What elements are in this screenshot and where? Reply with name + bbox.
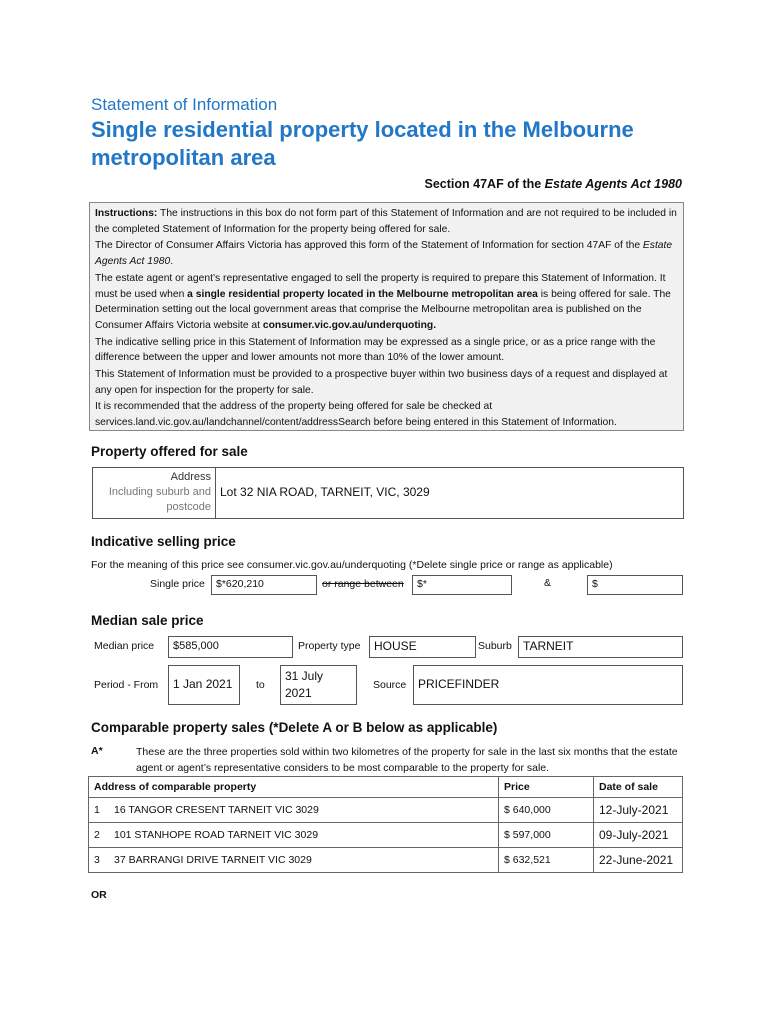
median-heading: Median sale price — [91, 613, 204, 628]
period-to-label: to — [256, 679, 265, 691]
suburb-field[interactable]: TARNEIT — [518, 636, 683, 658]
instructions-p3-bold: a single residential property located in the Melbourne metropolitan area — [187, 288, 538, 300]
col-date-header: Date of sale — [594, 777, 683, 798]
section-reference — [425, 177, 682, 191]
comparable-table — [88, 776, 683, 873]
instructions-p3a: The estate agent or agent’s representative engaged to sell the property is required to prepare this Statement of Information. It must be used when — [95, 272, 666, 300]
row-date[interactable]: 12-July-2021 — [594, 798, 683, 823]
row-address[interactable]: 37 BARRANGI DRIVE TARNEIT VIC 3029 — [109, 848, 499, 873]
range-low-field[interactable]: $* — [412, 575, 512, 595]
property-heading: Property offered for sale — [91, 444, 248, 459]
period-from-label: Period - From — [94, 679, 159, 691]
source-field[interactable]: PRICEFINDER — [413, 665, 683, 705]
period-from-field[interactable]: 1 Jan 2021 — [168, 665, 240, 705]
period-to-line2: 2021 — [285, 686, 312, 700]
col-address-header: Address of comparable property — [89, 777, 499, 798]
table-row — [89, 798, 683, 823]
address-value[interactable]: Lot 32 NIA ROAD, TARNEIT, VIC, 3029 — [220, 485, 430, 499]
period-to-field[interactable] — [280, 665, 357, 705]
comparable-heading: Comparable property sales (*Delete A or B below as applicable) — [91, 720, 498, 735]
section-prefix: Section 47AF of the — [424, 177, 545, 191]
property-type-label: Property type — [298, 640, 361, 652]
comparable-intro: These are the three properties sold within two kilometres of the property for sale in the last six months that the estate agent or agent’s representative considers to be most comparable to the property for sale. — [136, 746, 678, 774]
or-separator: OR — [91, 889, 107, 901]
row-date[interactable]: 09-July-2021 — [594, 823, 683, 848]
single-price-label: Single price — [150, 578, 205, 590]
address-box — [92, 467, 684, 519]
instructions-lead: Instructions: — [95, 208, 158, 219]
median-price-field[interactable]: $585,000 — [168, 636, 293, 658]
row-number: 2 — [89, 823, 110, 848]
instructions-p5: This Statement of Information must be provided to a prospective buyer within two business days of a request and displayed at any open for inspection for the property for sale. — [95, 369, 668, 396]
period-to-line1: 31 July — [285, 669, 324, 683]
range-high-field[interactable]: $ — [587, 575, 683, 595]
source-label: Source — [373, 679, 407, 691]
instructions-p3b: is being offered for sale. The Determination setting out the local government areas that comprise the Melbourne metropolitan area is published on the Consumer Affairs Victoria website at — [95, 288, 671, 331]
single-price-field[interactable]: $*620,210 — [211, 575, 317, 595]
address-label-line2: Including suburb and — [108, 486, 211, 498]
address-label — [93, 470, 211, 515]
table-row — [89, 823, 683, 848]
indicative-heading: Indicative selling price — [91, 534, 236, 549]
row-price[interactable]: $ 640,000 — [499, 798, 594, 823]
address-label-line3: postcode — [166, 501, 211, 513]
table-row — [89, 848, 683, 873]
col-price-header: Price — [499, 777, 594, 798]
document-label: Statement of Information — [91, 95, 278, 114]
indicative-note: For the meaning of this price see consumer.vic.gov.au/underquoting (*Delete single price or range as applicable) — [91, 559, 613, 571]
row-address[interactable]: 16 TANGOR CRESENT TARNEIT VIC 3029 — [109, 798, 499, 823]
section-act: Estate Agents Act 1980 — [544, 177, 682, 191]
option-a-marker: A* — [91, 745, 103, 757]
instructions-p4: The indicative selling price in this Statement of Information may be expressed as a single price, or as a price range with the difference between the upper and lower amounts not more than 10% of the lower amount. — [95, 336, 656, 364]
document-title: Single residential property located in the Melbourne metropolitan area — [91, 117, 634, 170]
suburb-label: Suburb — [478, 640, 512, 652]
range-label: or range between — [322, 578, 404, 590]
row-price[interactable]: $ 632,521 — [499, 848, 594, 873]
row-address[interactable]: 101 STANHOPE ROAD TARNEIT VIC 3029 — [109, 823, 499, 848]
property-type-field[interactable]: HOUSE — [369, 636, 476, 658]
instructions-box — [89, 202, 684, 431]
median-price-label: Median price — [94, 640, 155, 652]
address-label-line1: Address — [170, 471, 211, 483]
table-header-row — [89, 777, 683, 798]
instructions-p2-act: Estate Agents Act 1980 — [95, 240, 673, 268]
row-number: 3 — [89, 848, 110, 873]
instructions-p2b: . — [170, 256, 174, 268]
instructions-p2a: The Director of Consumer Affairs Victoria has approved this form of the Statement of Information for section 47AF of the — [95, 240, 643, 252]
range-ampersand: & — [544, 577, 552, 589]
instructions-p6: It is recommended that the address of the property being offered for sale be checked at services.land.vic.gov.au/landchannel/content/addressSearch before being entered in this Statement of Information. — [95, 401, 617, 429]
row-number: 1 — [89, 798, 110, 823]
instructions-p1: The instructions in this box do not form part of this Statement of Information and are not required to be included in the completed Statement of Information for the property being offered for sale. — [95, 208, 677, 235]
address-divider — [215, 468, 216, 518]
row-price[interactable]: $ 597,000 — [499, 823, 594, 848]
instructions-p3-link: consumer.vic.gov.au/underquoting. — [262, 319, 437, 331]
row-date[interactable]: 22-June-2021 — [594, 848, 683, 873]
